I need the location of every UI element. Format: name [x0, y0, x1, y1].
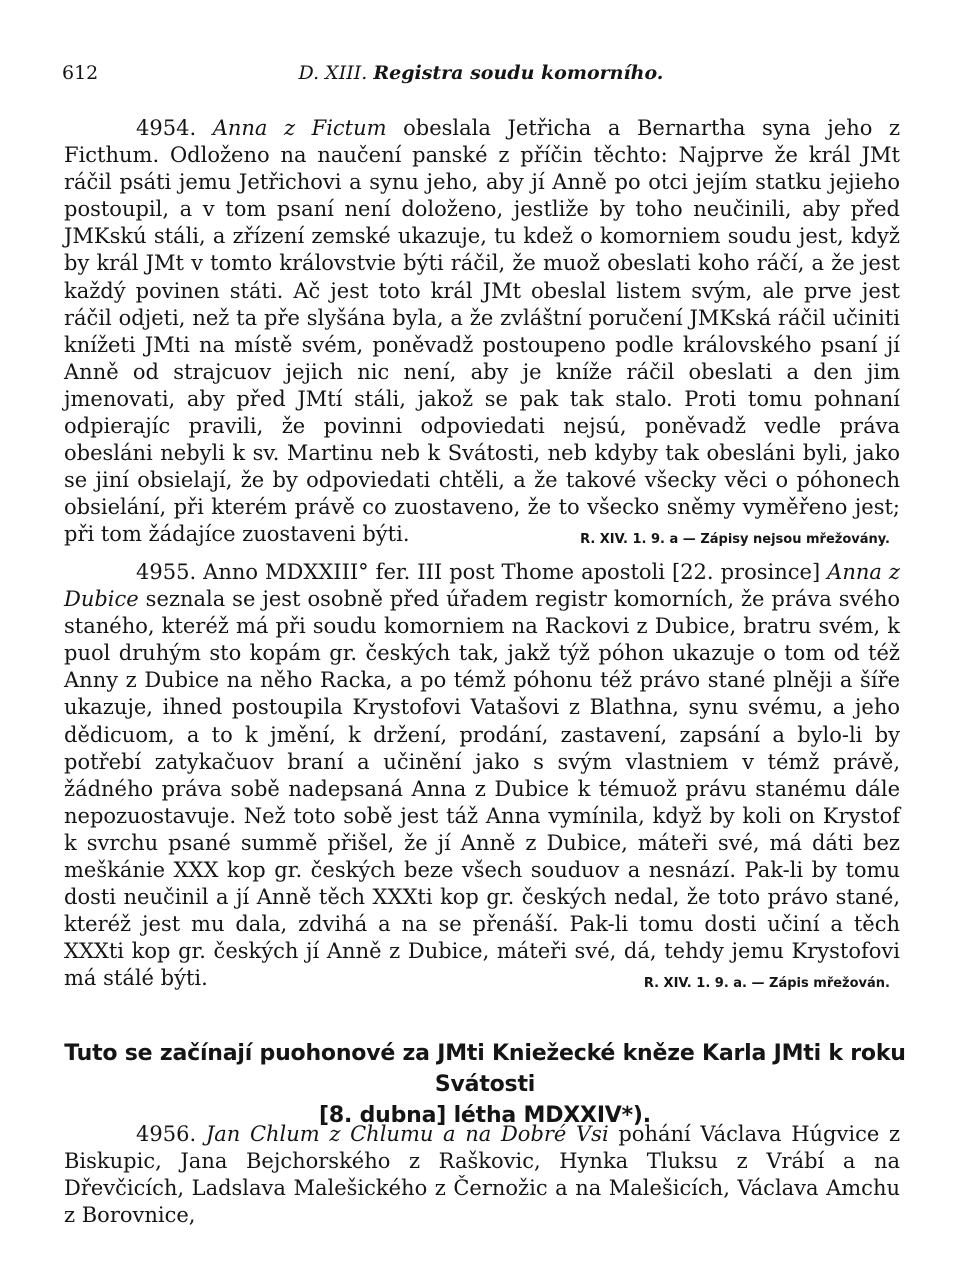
section-heading-line-2: [8. dubna] létha MDXXIV*).: [319, 1103, 651, 1128]
entry-text: obeslala Jetřicha a Bernartha syna jeho z Ficthum. Odloženo na naučení panské z příčin těchto: Najprve že král JMt ráčil psáti jemu Jetřichovi a synu jeho, aby jí Anně po otci jejím statku jejieho postoupil, a v tom psaní není doloženo, jestliže by toho neučinili, aby před JMKskú stáli, a zřízení zemské ukazuje, tu kdež o komorniem soudu jest, když by král JMt v tomto královstvie býti ráčil, že muož obeslati koho ráčí, a že jest každý povinen státi. Ač jest toto král JMt obeslal listem svým, ale prve jest ráčil odjeti, než ta pře slyšána byla, a že zvláštní poručení JMKská ráčil učiniti knížeti JMti na místě svém, poněvadž postoupeno podle královského psaní jí Anně od strajcuov jejich nic není, aby je kníže ráčil obeslati a den jim jmenovati, aby před JMtí stáli, jakož se pak tak stalo. Proti tomu pohnaní odpierajíc pravili, že povinni odpoviedati nejsú, poněvadž vedle práva obesláni nebyli k sv. Martinu neb k Svátosti, neb kdyby tak obesláni byli, jako se jiní obsielají, že by odpoviedati chtěli, a že takové všecky věci o póhonech obsielání, při kterém právě co zuostaveno, že to všecko sněmy vyměřeno jest; při tom žádajíce zuostaveni býti.: [64, 116, 901, 547]
section-heading-line-1: Tuto se začínají puohonové za JMti Kniežecké kněze Karla JMti k roku Svátosti: [64, 1041, 906, 1097]
entry-text: seznala se jest osobně před úřadem registr komorních, že práva svého staného, kteréž má při soudu komorniem na Rackovi z Dubice, bratru svém, k puol druhým sto kopám gr. českých tak, jakž týž póhon ukazuje o tom od též Anny z Dubice na něho Racka, a po témž póhonu též právo stané plněji a šíře ukazuje, ihned postoupila Krystofovi Vatašovi z Blathna, synu svému, a jeho dědicuom, a to k jmění, k držení, prodání, zastavení, zapsání a bylo-li by potřebí zatykačuov braní a učinění jako s svým vlastniem v témž právě, žádného práva sobě nadepsaná Anna z Dubice k témuož právu stanému dále nepozuostavuje. Než toto sobě jest táž Anna vymínila, když by koli on Krystof k svrchu psané summě přišel, že jí Anně z Dubice, máteři své, má dáti bez meškánie XXX kop gr. českých beze všech souduov a nesnází. Pak-li by tomu dosti neučinil a jí Anně těch XXXti kop gr. českých nedal, že toto právo stané, kteréž jest mu dala, zdvihá a na se přenáší. Pak-li tomu dosti učiní a těch XXXti kop gr. českých jí Anně z Dubice, máteři své, dá, tehdy jemu Krystofovi má stálé býti.: [64, 587, 900, 991]
entry-number: 4956.: [136, 1122, 197, 1146]
running-title-name: Registra soudu komorního.: [373, 62, 664, 84]
entry-number: 4955.: [136, 560, 197, 584]
source-note: R. XIV. 1. 9. a — Zápisy nejsou mřežovány.: [580, 532, 890, 548]
entry-date: Anno MDXXIII° fer. III post Thome apostoli [22. prosince]: [196, 560, 828, 584]
entry-lead: Jan Chlum z Chlumu a na Dobré Vsi: [205, 1122, 609, 1146]
running-title: [62, 62, 900, 84]
entry-lead: Anna z Dubice: [64, 560, 900, 612]
section-heading: [60, 1038, 910, 1131]
page-number: 612: [62, 62, 99, 84]
source-note: R. XIV. 1. 9. a. — Zápis mřežován.: [643, 976, 890, 992]
page-header: [62, 62, 900, 92]
entry-lead: Anna z Fictum: [212, 116, 387, 140]
entry-4955: [64, 559, 900, 998]
running-title-volume: D. XIII.: [298, 62, 374, 84]
entry-text: pohání Václava Húgvice z Biskupic, Jana Bejchorského z Raškovic, Hynka Tluksu z Vrábí a na Dřevčicích, Ladslava Malešického z Černožic a na Malešicích, Václava Amchu z Borovnice,: [64, 1122, 901, 1228]
entry-4954: [64, 115, 900, 554]
entry-4956: [64, 1121, 900, 1229]
entry-number: 4954.: [136, 116, 197, 140]
